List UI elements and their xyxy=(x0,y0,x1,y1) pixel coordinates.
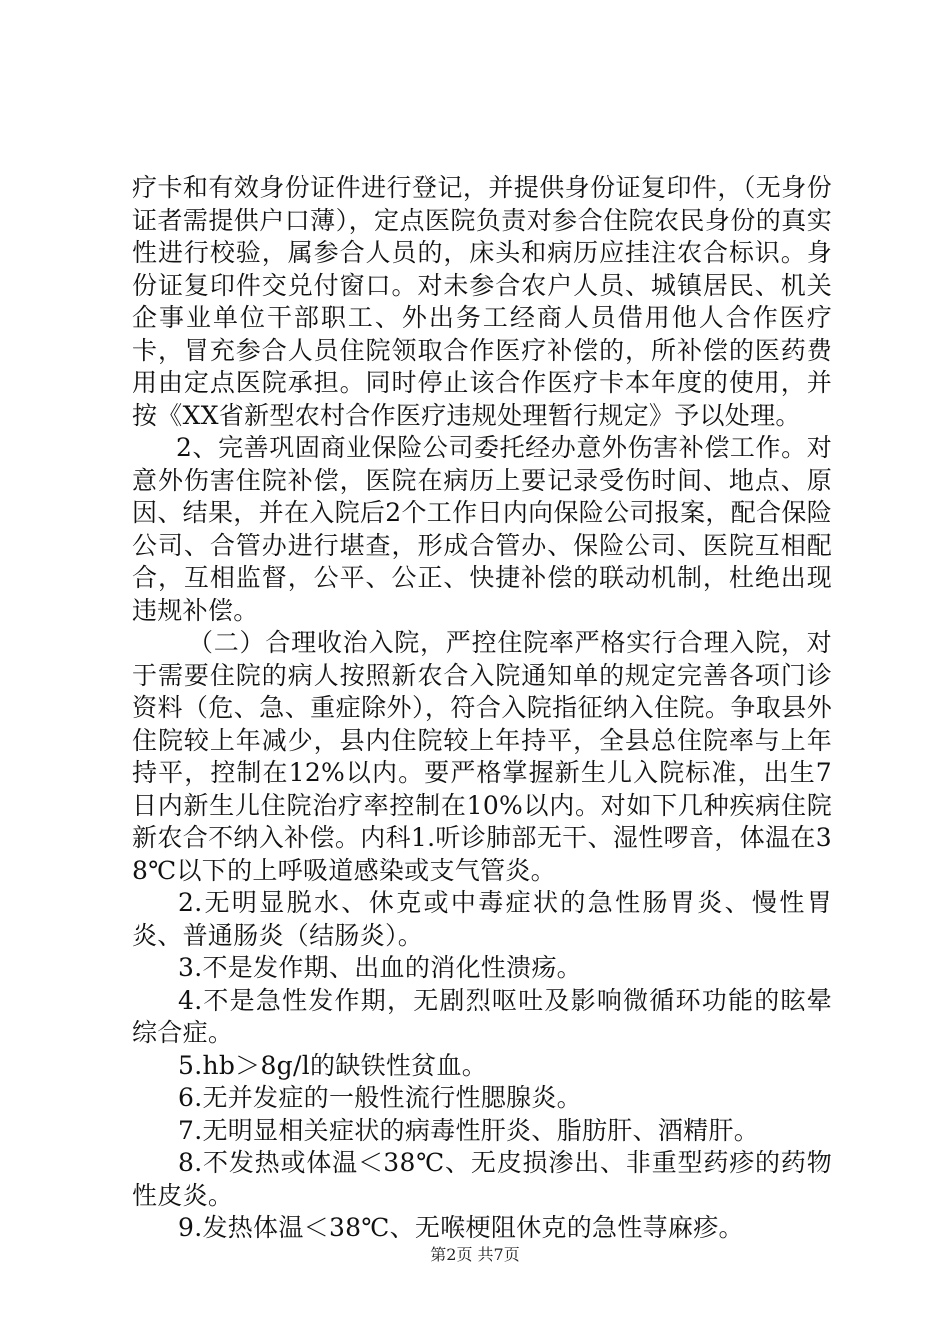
list-item: 2.无明显脱水、休克或中毒症状的急性肠胃炎、慢性胃炎、普通肠炎（结肠炎）。 xyxy=(132,888,832,950)
paragraph-item-2: 2、完善巩固商业保险公司委托经办意外伤害补偿工作。对意外伤害住院补偿，医院在病历上要记录受伤时间、地点、原因、结果，并在入院后2个工作日内向保险公司报案，配合保险公司、合管办进行堪查，形成合管办、保险公司、医院互相配合，互相监督，公平、公正、快捷补偿的联动机制，杜绝出现违规补偿。 xyxy=(132,433,832,625)
list-item: 7.无明显相关症状的病毒性肝炎、脂肪肝、酒精肝。 xyxy=(178,1115,760,1145)
list-item: 3.不是发作期、出血的消化性溃疡。 xyxy=(178,953,582,982)
document-body xyxy=(132,172,832,1245)
page-number-footer: 第2页 共7页 xyxy=(430,1245,520,1264)
list-item: 8.不发热或体温＜38℃、无皮损渗出、非重型药疹的药物性皮炎。 xyxy=(132,1148,832,1210)
list-item: 5.hb＞8g/l的缺铁性贫血。 xyxy=(178,1050,488,1080)
list-item: 9.发热体温＜38℃、无喉梗阻休克的急性荨麻疹。 xyxy=(178,1213,744,1242)
list-item: 6.无并发症的一般性流行性腮腺炎。 xyxy=(178,1083,582,1112)
paragraph-continuation: 疗卡和有效身份证件进行登记，并提供身份证复印件，（无身份证者需提供户口薄），定点医院负责对参合住院农民身份的真实性进行校验，属参合人员的，床头和病历应挂注农合标识。身份证复印件交兑付窗口。对未参合农户人员、城镇居民、机关企事业单位干部职工、外出务工经商人员借用他人合作医疗卡，冒充参合人员住院领取合作医疗补偿的，所补偿的医药费用由定点医院承担。同时停止该合作医疗卡本年度的使用，并按《XX省新型农村合作医疗违规处理暂行规定》予以处理。 xyxy=(132,173,832,430)
list-item: 4.不是急性发作期，无剧烈呕吐及影响微循环功能的眩晕综合症。 xyxy=(132,985,832,1047)
paragraph-section-2: （二）合理收治入院，严控住院率严格实行合理入院，对于需要住院的病人按照新农合入院通知单的规定完善各项门诊资料（危、急、重症除外），符合入院指征纳入住院。争取县外住院较上年减少，县内住院较上年持平，全县总住院率与上年持平，控制在12%以内。要严格掌握新生儿入院标准，出生7日内新生儿住院治疗率控制在10%以内。对如下几种疾病住院新农合不纳入补偿。内科1.听诊肺部无干、湿性啰音，体温在38℃以下的上呼吸道感染或支气管炎。 xyxy=(132,628,832,885)
